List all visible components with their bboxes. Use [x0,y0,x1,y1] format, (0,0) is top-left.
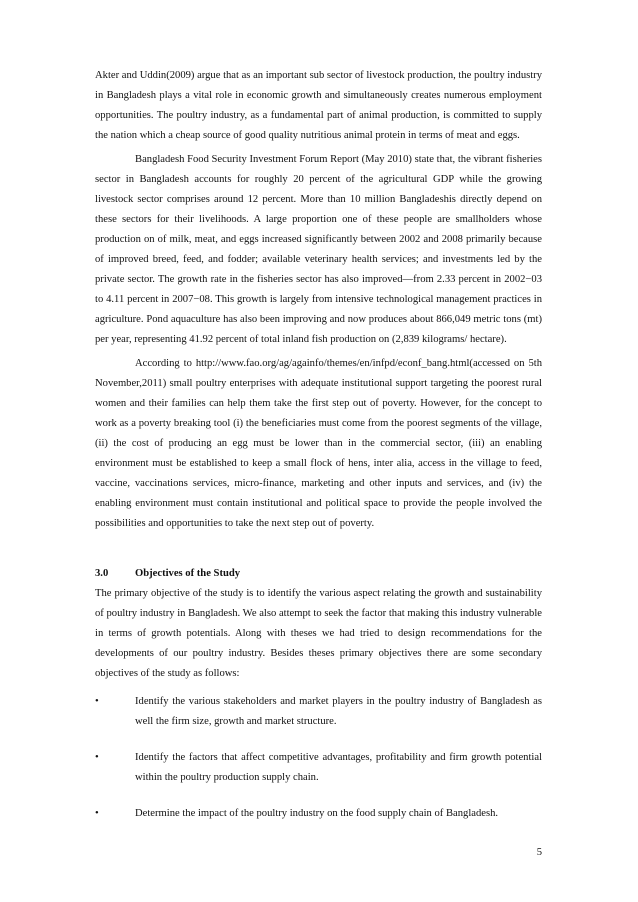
list-item-text: Identify the factors that affect competitive advantages, profitability and firm growth potential within the poultry production supply chain. [135,752,542,783]
section-body: The primary objective of the study is to identify the various aspect relating the growth and sustainability of poultry industry in Bangladesh. We also attempt to seek the factor that making this industry vulnerable in terms of growth potentials. Along with theses we had tried to design recommendations for the developments of our poultry industry. Besides theses primary objectives there are some secondary objectives of the study as follows: [95,588,542,679]
page-number: 5 [536,847,542,858]
paragraph-akter-uddin: Akter and Uddin(2009) argue that as an important sub sector of livestock production, the poultry industry in Bangladesh plays a vital role in economic growth and simultaneously creates numerous employment opportunities. The poultry industry, as a fundamental part of animal production, is committed to supply the nation which a cheap source of good quality nutritious animal protein in terms of meat and eggs. [95,70,543,141]
bullet-icon: • [95,696,99,707]
document-page [95,66,542,840]
section-title: Objectives of the Study [135,568,241,579]
paragraph-fao-reference: According to http://www.fao.org/ag/againfo/themes/en/infpd/econf_bang.html(accessed on 5th November,2011) small poultry enterprises with adequate institutional support targeting the poorest rural women and their families can help them take the first step out of poverty. However, for the concept to work as a poverty breaking tool (i) the beneficiaries must come from the poorest segments of the village, (ii) the cost of producing an egg must be lower than in the commercial sector, (iii) an enabling environment must be established to keep a small flock of hens, inter alia, access in the village to feed, vaccine, vaccinations services, micro-finance, marketing and other inputs and services, and (iv) the enabling environment must contain institutional and political space to provide the people involved the possibilities and opportunities to take the next step out of poverty. [95,358,542,529]
bullet-icon: • [95,808,99,819]
list-item [95,748,542,788]
bullet-icon: • [95,752,99,763]
objectives-list [95,692,542,824]
section-heading [95,564,542,584]
list-item-text: Determine the impact of the poultry industry on the food supply chain of Bangladesh. [135,808,499,819]
list-item [95,804,542,824]
list-item [95,692,542,732]
paragraph-food-security-report: Bangladesh Food Security Investment Forum Report (May 2010) state that, the vibrant fisheries sector in Bangladesh accounts for roughly 20 percent of the agricultural GDP while the growing livestock sector comprises around 12 percent. More than 10 million Bangladeshis directly depend on these sectors for their livelihoods. A large proportion one of these people are smallholders whose production on of milk, meat, and eggs increased significantly between 2002 and 2008 primarily because of improved breed, feed, and fodder; available veterinary health services; and investments led by the private sector. The growth rate in the fisheries sector has also improved—from 2.33 percent in 2002−03 to 4.11 percent in 2007−08. This growth is largely from intensive technological management practices in agriculture. Pond aquaculture has also been improving and now produces about 866,049 metric tons (mt) per year, representing 41.92 percent of total inland fish production on (2,839 kilograms/ hectare). [95,154,542,345]
section-number: 3.0 [95,568,109,579]
list-item-text: Identify the various stakeholders and market players in the poultry industry of Bangladesh as well the firm size, growth and market structure. [135,696,542,727]
